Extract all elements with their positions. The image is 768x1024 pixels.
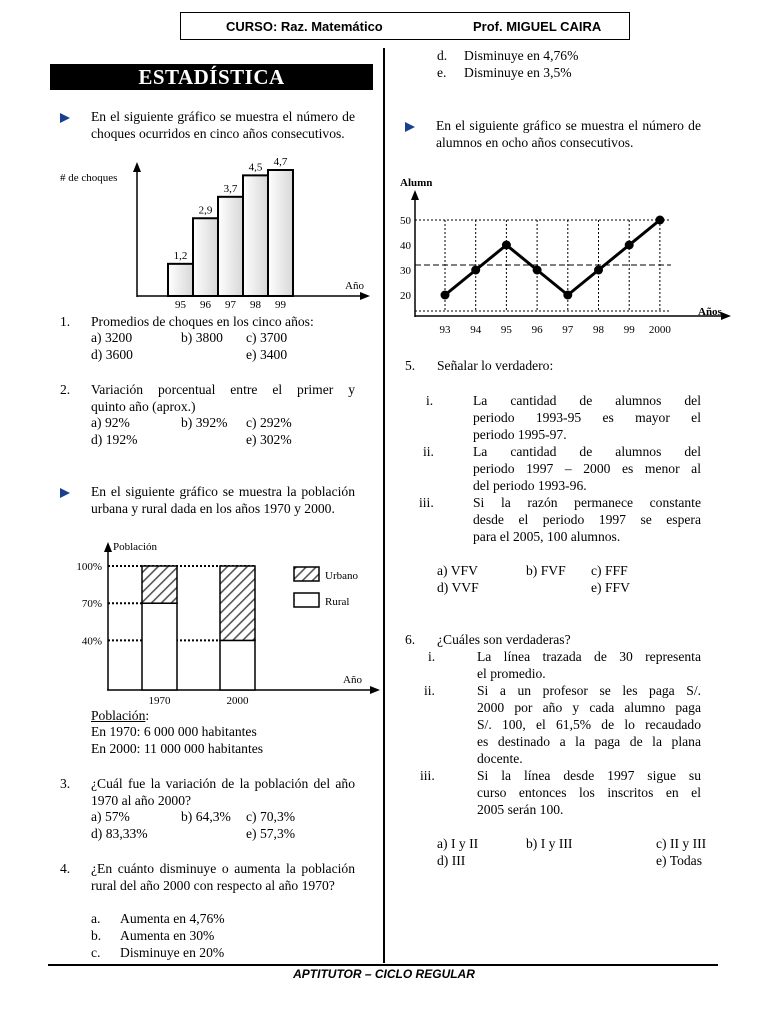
population-1970: En 1970: 6 000 000 habitantes [91,724,257,739]
q5-item-ii-line: periodo 1997 – 2000 es menor al [473,461,701,476]
q4-option-c-letter[interactable]: c. [91,945,101,960]
q2-text-line1: Variación porcentual entre el primer y [91,382,355,397]
q4-option-d-text[interactable]: Disminuye en 4,76% [464,48,579,63]
q1-text: Promedios de choques en los cinco años: [91,314,314,329]
bar-value-label-96: 2,9 [198,204,213,217]
q3-option-b[interactable]: b) 64,3% [181,809,231,824]
x-tick-label-96: 96 [200,299,211,311]
y-tick-label-20: 20 [400,290,411,302]
q4-option-d-letter[interactable]: d. [437,48,448,63]
q5-item-ii-line: La cantidad de alumnos del [473,444,701,459]
x-tick-label-99: 99 [623,324,635,336]
bar-value-label-97: 3,7 [223,182,238,195]
arrow-bullet-icon [405,122,415,132]
q6-item-ii-line: S/. 100, el 61,5% de lo recaudado [477,717,701,732]
q6-text: ¿Cuáles son verdaderas? [437,632,571,647]
q5-number: 5. [405,358,416,373]
data-point-96 [533,266,542,275]
data-point-2000 [655,216,664,225]
x-tick-label-98: 98 [250,299,261,311]
q2-number: 2. [60,382,71,397]
arrow-bullet-icon [60,488,70,498]
students-line [445,220,660,295]
q5-option-d[interactable]: d) VVF [437,580,479,595]
legend-swatch-rural [294,593,319,607]
q2-option-b[interactable]: b) 392% [181,415,228,430]
x-axis-arrow-icon [721,312,731,320]
q4-number: 4. [60,861,71,876]
q6-item-ii-line: docente. [477,751,523,766]
legend-label-urban: Urbano [325,570,358,582]
y-axis-arrow-icon [133,162,141,172]
header-box [180,12,630,40]
q6-item-ii-line: 2000 por año y cada alumno paga [477,700,701,715]
chart-crashes [50,148,380,314]
professor-label: Prof. MIGUEL CAIRA [473,19,602,34]
bar-urban-2000 [220,566,255,640]
y-tick-label-40: 40 [400,240,411,252]
data-point-94 [471,266,480,275]
chart3-xlabel: Años [698,306,722,318]
y-axis-arrow-icon [104,542,112,552]
y-tick-label-100: 100% [76,561,102,573]
q6-item-iii-line: curso entonces los inscritos en el [477,785,701,800]
x-tick-label-98: 98 [593,324,604,336]
q4-option-e-text[interactable]: Disminuye en 3,5% [464,65,572,80]
q5-option-c[interactable]: c) FFF [591,563,628,578]
q4-option-b-letter[interactable]: b. [91,928,102,943]
q1-option-b[interactable]: b) 3800 [181,330,223,345]
bar-value-label-98: 4,5 [248,161,263,174]
intro-text-3: En el siguiente gráfico se muestra el número de alumnos en ocho años consecutivos. [436,118,701,150]
q6-option-c[interactable]: c) II y III [656,836,707,851]
q4-option-a-text[interactable]: Aumenta en 4,76% [120,911,225,926]
q6-option-a[interactable]: a) I y II [437,836,479,851]
x-tick-label-97: 97 [562,324,574,336]
q5-item-iii-line: desde el periodo 1997 se espera [473,512,701,527]
q5-option-e[interactable]: e) FFV [591,580,630,595]
data-point-93 [441,291,450,300]
q4-option-e-letter[interactable]: e. [437,65,447,80]
q2-option-d[interactable]: d) 192% [91,432,138,447]
q5-item-i-line: periodo 1995-97. [473,427,567,442]
q1-number: 1. [60,314,71,329]
q4-text: ¿En cuánto disminuye o aumenta la población rural del año 2000 con respecto al año 1970? [91,861,355,893]
q2-option-a[interactable]: a) 92% [91,415,130,430]
q3-number: 3. [60,776,71,791]
population-heading: Población: [91,708,150,723]
q1-option-a[interactable]: a) 3200 [91,330,133,345]
y-tick-label-30: 30 [400,265,411,277]
bar-value-label-95: 1,2 [173,249,188,262]
bar-97 [218,197,243,296]
q4-option-a-letter[interactable]: a. [91,911,101,926]
y-tick-label-70: 70% [81,598,102,611]
chart1-ylabel: # de choques [60,172,118,184]
course-label: CURSO: Raz. Matemático [226,19,383,34]
q1-option-d[interactable]: d) 3600 [91,347,133,362]
q1-option-e[interactable]: e) 3400 [246,347,288,362]
y-axis-arrow-icon [411,190,419,200]
q5-item-i-roman: i. [426,393,434,408]
q5-item-ii-roman: ii. [423,444,434,459]
q5-item-i-line: periodo 1993-95 es mayor el [473,410,701,425]
bar-99 [268,170,293,296]
population-2000: En 2000: 11 000 000 habitantes [91,741,264,756]
data-point-97 [563,291,572,300]
legend-swatch-urban [294,567,319,581]
footer-rule [48,964,718,966]
q4-option-b-text[interactable]: Aumenta en 30% [120,928,215,943]
x-tick-label-96: 96 [531,324,543,336]
chart2-ylabel: Población [113,541,157,553]
q2-option-e[interactable]: e) 302% [246,432,292,447]
q3-option-d[interactable]: d) 83,33% [91,826,148,841]
page-title: ESTADÍSTICA [50,64,373,90]
q6-number: 6. [405,632,416,647]
intro-text-2: En el siguiente gráfico se muestra la población urbana y rural dada en los años 1970 y 2000. [91,484,355,516]
q1-option-c[interactable]: c) 3700 [246,330,288,345]
y-tick-label-40: 40% [81,635,102,648]
x-tick-label-97: 97 [225,299,236,311]
q5-option-a[interactable]: a) VFV [437,563,478,578]
q3-option-c[interactable]: c) 70,3% [246,809,296,824]
q5-item-iii-line: para el 2005, 100 alumnos. [473,529,621,544]
q6-item-iii-line: Si la línea desde 1997 sigue su [477,768,701,783]
q6-item-ii [477,682,701,767]
bar-96 [193,218,218,296]
q5-item-iii [473,494,701,545]
x-tick-label-93: 93 [439,324,451,336]
column-divider [383,48,385,963]
intro-text-1: En el siguiente gráfico se muestra el número de choques ocurridos en cinco años consecutivos. [91,109,355,141]
q5-item-iii-line: Si la razón permanece constante [473,495,701,510]
x-tick-label-95: 95 [500,324,512,336]
q6-item-i-roman: i. [428,649,436,664]
q5-item-ii-line: del periodo 1993-96. [473,478,587,493]
q6-item-ii-line: Si a un profesor se les paga S/. [477,683,701,698]
q4-option-c-text[interactable]: Disminuye en 20% [120,945,225,960]
q5-item-iii-roman: iii. [419,495,434,510]
chart2-xlabel: Año [343,674,362,686]
q3-option-a[interactable]: a) 57% [91,809,130,824]
chart1-xlabel: Año [345,280,364,292]
data-point-98 [594,266,603,275]
q6-item-i-line: el promedio. [477,666,546,681]
bar-95 [168,264,193,296]
x-tick-label-94: 94 [470,324,482,336]
bar-rural-2000 [220,640,255,690]
x-axis-arrow-icon [360,292,370,300]
q6-item-i-line: La línea trazada de 30 representa [477,649,701,664]
data-point-95 [502,241,511,250]
q6-item-iii-roman: iii. [420,768,435,783]
bar-urban-1970 [142,566,177,603]
q5-item-i [473,392,701,443]
legend-label-rural: Rural [325,596,350,608]
q6-item-iii-line: 2005 serán 100. [477,802,564,817]
x-tick-label-99: 99 [275,299,286,311]
x-tick-label-95: 95 [175,299,186,311]
x-axis-arrow-icon [370,686,380,694]
chart-population [50,535,380,711]
bar-value-label-99: 4,7 [273,156,288,168]
bar-rural-1970 [142,603,177,690]
q3-option-e[interactable]: e) 57,3% [246,826,296,841]
q2-option-c[interactable]: c) 292% [246,415,292,430]
x-tick-label-2000: 2000 [226,695,249,707]
q3-text: ¿Cuál fue la variación de la población del año 1970 al año 2000? [91,776,355,808]
q5-option-b[interactable]: b) FVF [526,563,566,578]
q6-option-e[interactable]: e) Todas [656,853,702,868]
q5-text: Señalar lo verdadero: [437,358,554,373]
q6-option-b[interactable]: b) I y III [526,836,573,851]
q6-item-ii-roman: ii. [424,683,435,698]
chart-students [393,170,738,340]
q6-item-ii-line: es destinado a la paga de la plana [477,734,701,749]
x-tick-label-2000: 2000 [648,324,671,336]
bar-98 [243,175,268,296]
data-point-99 [625,241,634,250]
q2-text-line2: quinto año (aprox.) [91,399,196,414]
footer-text: APTITUTOR – CICLO REGULAR [293,967,475,981]
chart3-ylabel: Alumn [400,177,433,189]
q5-item-ii [473,443,701,494]
q5-item-i-line: La cantidad de alumnos del [473,393,701,408]
arrow-bullet-icon [60,113,70,123]
q6-item-i [477,648,701,682]
q6-item-iii [477,767,701,818]
y-tick-label-50: 50 [400,215,411,227]
q6-option-d[interactable]: d) III [437,853,466,868]
x-tick-label-1970: 1970 [148,695,171,707]
